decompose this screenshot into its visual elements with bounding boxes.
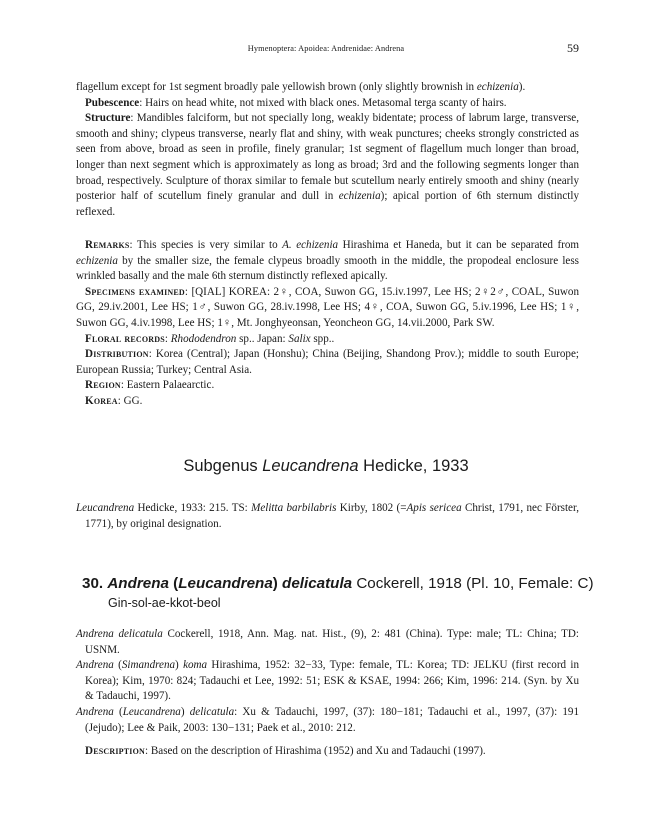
pubescence-label: Pubescence xyxy=(85,96,140,109)
common-name: Gin-sol-ae-kkot-beol xyxy=(108,596,221,610)
remarks-section xyxy=(76,238,579,410)
structure-label: Structure xyxy=(85,112,131,125)
subgenus-heading: Subgenus Leucandrena Hedicke, 1933 xyxy=(183,457,469,475)
region-label: Region xyxy=(85,379,121,392)
subgenus-citation: Leucandrena Hedicke, 1933: 215. TS: Melitta barbilabris Kirby, 1802 (=Apis sericea Christ, 1791, nec Förster, 1771), by original designation. xyxy=(76,502,579,530)
korea-label: Korea xyxy=(85,394,118,407)
specimens-paragraph: Specimens examined: [QIAL] KOREA: 2♀, COA, Suwon GG, 15.iv.1997, Lee HS; 2♀2♂, COAL, Suwon GG, 29.iv.2001, Lee HS; 1♂, Suwon GG, 28.iv.1998, Lee HS; 4♀, COA, Suwon GG, 5.iv.1996, Lee HS; 1♀, Suwon GG, 4.iv.1998, Lee HS; 1♀, Mt. Jonghyeonsan, Yeoncheon GG, 14.vii.2000, Park SW. xyxy=(76,285,579,329)
korea-paragraph: Korea: GG. xyxy=(85,394,143,407)
floral-paragraph: Floral records: Rhododendron sp.. Japan: Salix spp.. xyxy=(85,332,335,345)
floral-label: Floral records xyxy=(85,332,165,345)
distribution-label: Distribution xyxy=(85,348,149,361)
synonym-entry: Andrena delicatula Cockerell, 1918, Ann. Mag. nat. Hist., (9), 2: 481 (China). Type: male; TL: China; TD: USNM. xyxy=(76,628,579,656)
description-section: Description: Based on the description of Hirashima (1952) and Xu and Tadauchi (1997). xyxy=(85,745,486,757)
specimens-label: Specimens examined xyxy=(85,285,185,298)
male-description xyxy=(76,80,579,220)
remarks-paragraph: Remarks: This species is very similar to A. echizenia Hirashima et Haneda, but it can be separated from echizenia by the smaller size, the female clypeus broadly smooth in the middle, the propodeal enclosure less wrinkled basally and the male 6th sternum distinctly reflexed apically. xyxy=(76,239,580,283)
remarks-label: Remarks xyxy=(85,239,130,251)
region-paragraph: Region: Eastern Palaearctic. xyxy=(85,379,215,392)
structure-paragraph: Structure: Mandibles falciform, but not specially long, weakly bidentate; process of labrum large, transverse, smooth and shiny; clypeus transverse, nearly flat and shiny, with weak punctures; cheeks strongly constricted as seen from above, broad as seen in profile, finely granular; 1st segment of flagellum much longer than broad, longer than next segment which is approximately as long as broad; 3rd and the following segments longer than broad, respectively. Sculpture of thorax similar to female but scutellum nearly entirely smooth and shiny (nearly posterior half of scutellum finely granular and dull in echizenia); apical portion of 6th sternum distinctly reflexed. xyxy=(76,112,579,218)
synonym-entry: Andrena (Simandrena) koma Hirashima, 1952: 32−33, Type: female, TL: Korea; TD: JELKU (first record in Korea); Kim, 1970: 824; Tadauchi et Lee, 1992: 51; ESK & KSAE, 1994: 266; Kim, 1996: 214. (Syn. by Xu & Tadauchi, 1997). xyxy=(76,659,580,703)
page-number: 59 xyxy=(567,41,579,55)
species-heading: 30. Andrena (Leucandrena) delicatula Cockerell, 1918 (Pl. 10, Female: C) xyxy=(82,575,594,592)
description-label: Description xyxy=(85,745,146,757)
synonymy xyxy=(76,627,579,736)
flagellum-paragraph: flagellum except for 1st segment broadly pale yellowish brown (only slightly brownish in echizenia). xyxy=(76,81,526,93)
pubescence-paragraph: Pubescence: Hairs on head white, not mixed with black ones. Metasomal terga scanty of hairs. xyxy=(85,96,507,109)
synonym-entry: Andrena (Leucandrena) delicatula: Xu & Tadauchi, 1997, (37): 180−181; Tadauchi et al., 1997, (37): 191 (Jejudo); Lee & Paik, 2003: 130−131; Paek et al., 2010: 212. xyxy=(76,705,580,734)
distribution-paragraph: Distribution: Korea (Central); Japan (Honshu); China (Beijing, Shandong Prov.); middle to south Europe; European Russia; Turkey; Central Asia. xyxy=(76,348,579,376)
running-head: Hymenoptera: Apoidea: Andrenidae: Andrena xyxy=(247,44,405,53)
